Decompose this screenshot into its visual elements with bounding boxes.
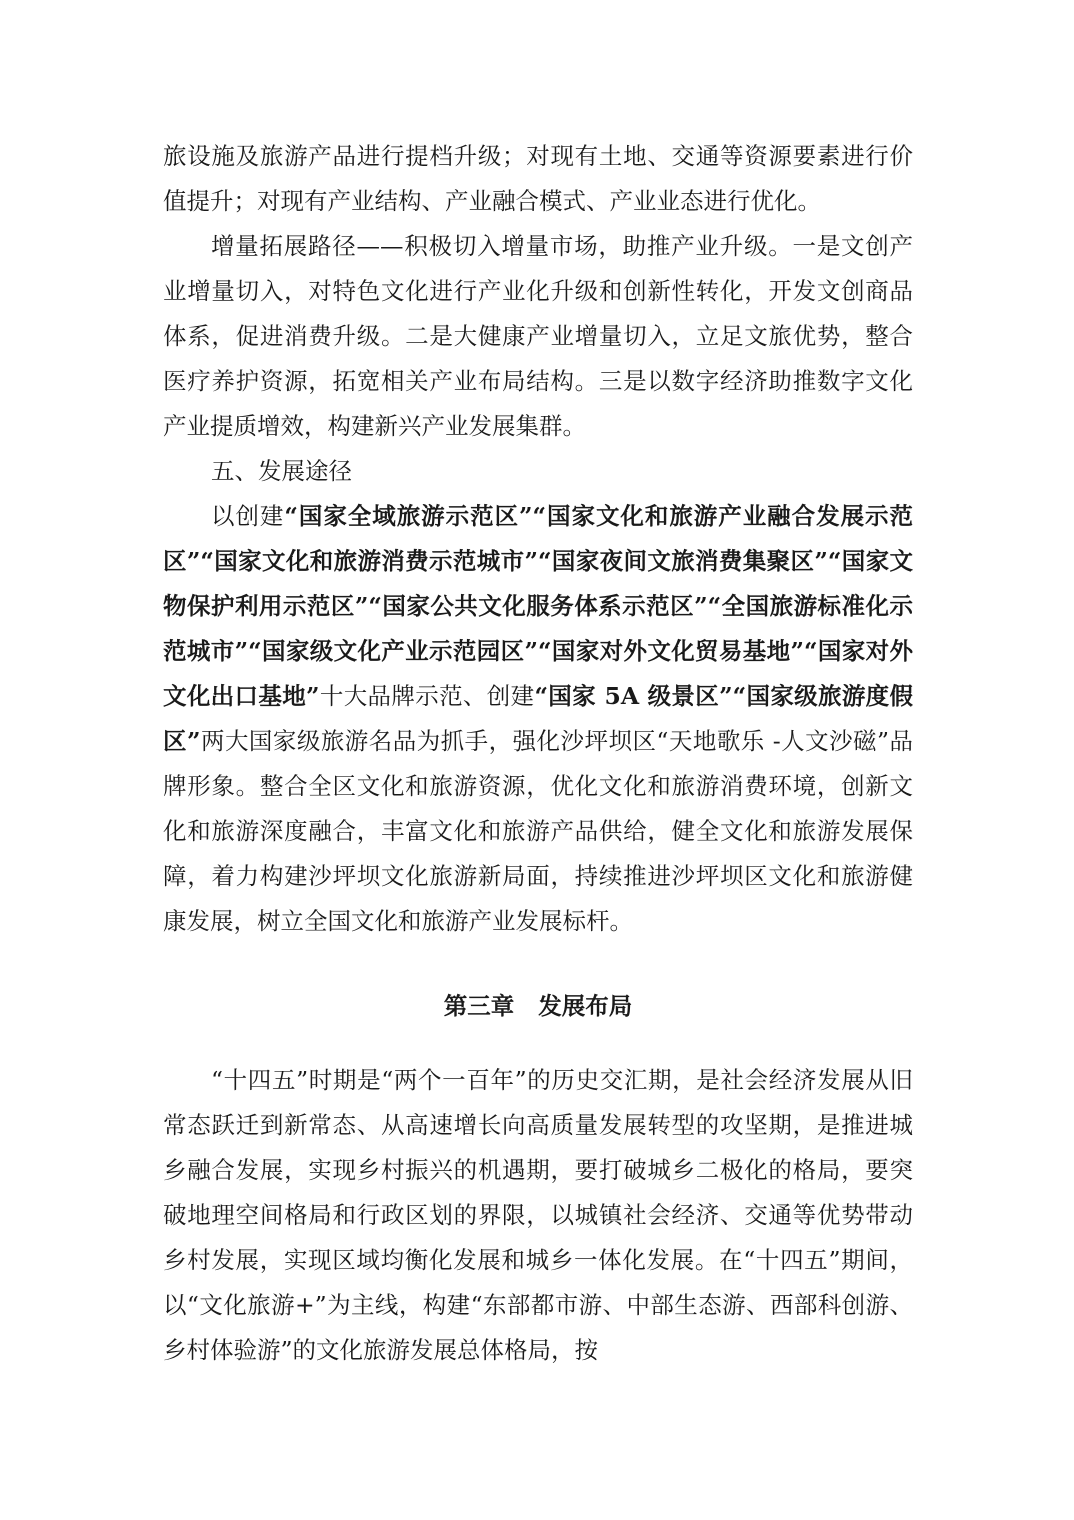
paragraph-rest-text: 两大国家级旅游名品为抓手，强化沙坪坝区“天地歌乐 -人文沙磁”品牌形象。整合全区文化和旅游资源，优化文化和旅游消费环境，创新文化和旅游深度融合，丰富文化和旅游产品供给，健全文化和旅游发展保障，着力构建沙坪坝文化旅游新局面，持续推进沙坪坝区文化和旅游健康发展，树立全国文化和旅游产业发展标杆。 xyxy=(163,727,913,935)
section-heading-development-paths: 五、发展途径 xyxy=(211,457,352,485)
brand-demonstration-list: “国家全域旅游示范区”“国家文化和旅游产业融合发展示范区”“国家文化和旅游消费示范城市”“国家夜间文旅消费集聚区”“国家文物保护利用示范区”“国家公共文化服务体系示范区”“全国旅游标准化示范城市”“国家级文化产业示范园区”“国家对外文化贸易基地”“国家对外文化出口基地” xyxy=(163,502,913,710)
paragraph-development-paths xyxy=(163,494,913,944)
paragraph-upgrade-continuation: 旅设施及旅游产品进行提档升级；对现有土地、交通等资源要素进行价值提升；对现有产业结构、产业融合模式、产业业态进行优化。 xyxy=(163,142,913,215)
page-content xyxy=(163,134,913,1373)
paragraph-incremental-expansion: 增量拓展路径——积极切入增量市场，助推产业升级。一是文创产业增量切入，对特色文化进行产业化升级和创新性转化，开发文创商品体系，促进消费升级。二是大健康产业增量切入，立足文旅优势，整合医疗养护资源，拓宽相关产业布局结构。三是以数字经济助推数字文化产业提质增效，构建新兴产业发展集群。 xyxy=(163,232,913,440)
chapter-heading xyxy=(163,984,913,1029)
chapter-title-text: 发展布局 xyxy=(538,992,633,1020)
paragraph-chapter-intro: “十四五”时期是“两个一百年”的历史交汇期，是社会经济发展从旧常态跃迁到新常态、从高速增长向高质量发展转型的攻坚期，是推进城乡融合发展，实现乡村振兴的机遇期，要打破城乡二极化的格局，要突破地理空间格局和行政区划的界限，以城镇社会经济、交通等优势带动乡村发展，实现区域均衡化发展和城乡一体化发展。在“十四五”期间，以“文化旅游+”为主线，构建“东部都市游、中部生态游、西部科创游、乡村体验游”的文化旅游发展总体格局，按 xyxy=(163,1066,913,1364)
chapter-number: 第三章 xyxy=(443,992,515,1020)
scenic-brand-list: “国家 5A 级景区”“国家级旅游度假区” xyxy=(163,682,914,755)
paragraph-mid-text: 十大品牌示范、创建 xyxy=(319,682,535,710)
paragraph-lead-text: 以创建 xyxy=(211,502,285,530)
